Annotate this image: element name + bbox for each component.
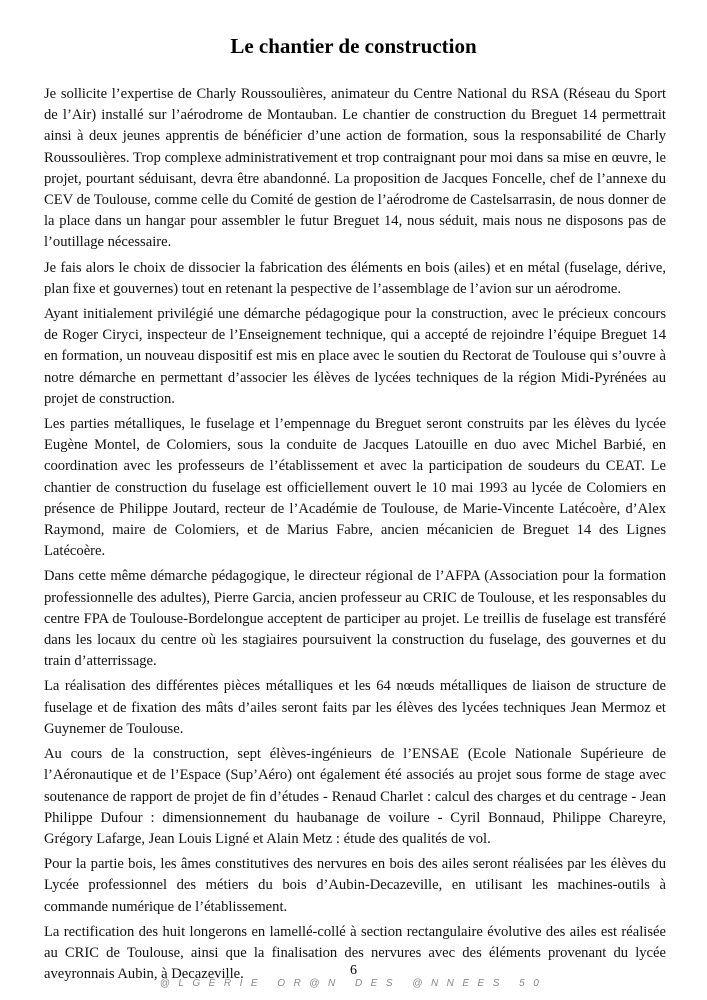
paragraph: Je fais alors le choix de dissocier la fabrication des éléments en bois (ailes) et en métal (fuselage, dérive, plan fixe et gouvernes) tout en retenant la pespective de l’assemblage de l’avion sur un aérodrome. (44, 259, 666, 297)
footer-text: @LGERIE OR@N DES @NNEES 50 (159, 978, 548, 989)
article-body (44, 84, 666, 989)
paragraph: La réalisation des différentes pièces métalliques et les 64 nœuds métalliques de liaison de structure de fuselage et de fixation des mâts d’ailes seront faits par les élèves des lycées techniques Jean Mermoz et Guynemer de Toulouse. (44, 678, 666, 737)
paragraph: Au cours de la construction, sept élèves-ingénieurs de l’ENSAE (Ecole Nationale Supérieure de l’Aéronautique et de l’Espace (Sup’Aéro) ont également été associés au projet sous forme de stage avec soutenance de rapport de projet de fin d’études - Renaud Charlet : calcul des charges et du centrage - Jean Philippe Dufour : dimensionnement du haubanage de voilure - Cyril Bonnaud, Philippe Chareyre, Grégory Lafarge, Jean Louis Ligné et Alain Metz : étude des qualités de vol. (44, 746, 666, 847)
paragraph: Dans cette même démarche pédagogique, le directeur régional de l’AFPA (Association pour la formation professionnelle des adultes), Pierre Garcia, ancien professeur au CRIC de Toulouse, et les responsables du centre FPA de Toulouse-Bordelongue acceptent de participer au projet. Le treillis de fuselage est transféré dans les locaux du centre où les stagiaires poursuivent la construction du fuselage, des gouvernes et du train d’atterrissage. (44, 568, 666, 670)
paragraph: Ayant initialement privilégié une démarche pédagogique pour la construction, avec le précieux concours de Roger Ciryci, inspecteur de l’Enseignement technique, qui a accepté de rejoindre l’équipe Breguet 14 en formation, un nouveau dispositif est mis en place avec le soutien du Rectorat de Toulouse qui s’ouvre à notre démarche en permettant d’associer les élèves de lycées techniques de la région Midi-Pyrénées au projet de construction. (44, 306, 666, 407)
paragraph: Les parties métalliques, le fuselage et l’empennage du Breguet seront construits par les élèves du lycée Eugène Montel, de Colomiers, sous la conduite de Jacques Latouille en duo avec Michel Barbié, en coordination avec les professeurs de l’établissement et avec la participation de soudeurs du CEAT. Le chantier de construction du fuselage est officiellement ouvert le 10 mai 1993 au lycée de Colomiers en présence de Philippe Joutard, recteur de l’Académie de Toulouse, de Marie-Vincente Latécoère, d’Alex Raymond, maire de Colomiers, et de Marius Fabre, ancien mécanicien de Breguet 14 des Lignes Latécoère. (44, 416, 666, 560)
paragraph: Pour la partie bois, les âmes constitutives des nervures en bois des ailes seront réalisées par les élèves du Lycée professionnel des métiers du bois d’Aubin-Decazeville, en utilisant les machines-outils à commande numérique de l’établissement. (44, 856, 666, 915)
paragraph: La rectification des huit longerons en lamellé-collé à section rectangulaire évolutive des ailes est réalisée au CRIC de Toulouse, ainsi que la finalisation des nervures avec des éléments provenant du lycée aveyronnais Aubin, à Decazeville. (44, 923, 666, 983)
page-title: Le chantier de construction (230, 34, 477, 58)
paragraph: Je sollicite l’expertise de Charly Roussoulières, animateur du Centre National du RSA (Réseau du Sport de l’Air) installé sur l’aérodrome de Montauban. Le chantier de construction du Breguet 14 permettrait ainsi à deux jeunes apprentis de bénéficier d’une action de formation, sous la responsabilité de Charly Roussoulières. Trop complexe administrativement et trop contraignant pour moi dans sa mise en œuvre, le projet, pourtant séduisant, devra être abandonné. La proposition de Jacques Foncelle, chef de l’annexe du CEV de Toulouse, comme celle du Comité de gestion de l’aérodrome de Castelsarrasin, de nous donner de la place dans un hangar pour assembler le futur Breguet 14, nous séduit, mais nous ne disposons pas de l’outillage nécessaire. (44, 86, 666, 251)
page-number: 6 (350, 963, 357, 978)
